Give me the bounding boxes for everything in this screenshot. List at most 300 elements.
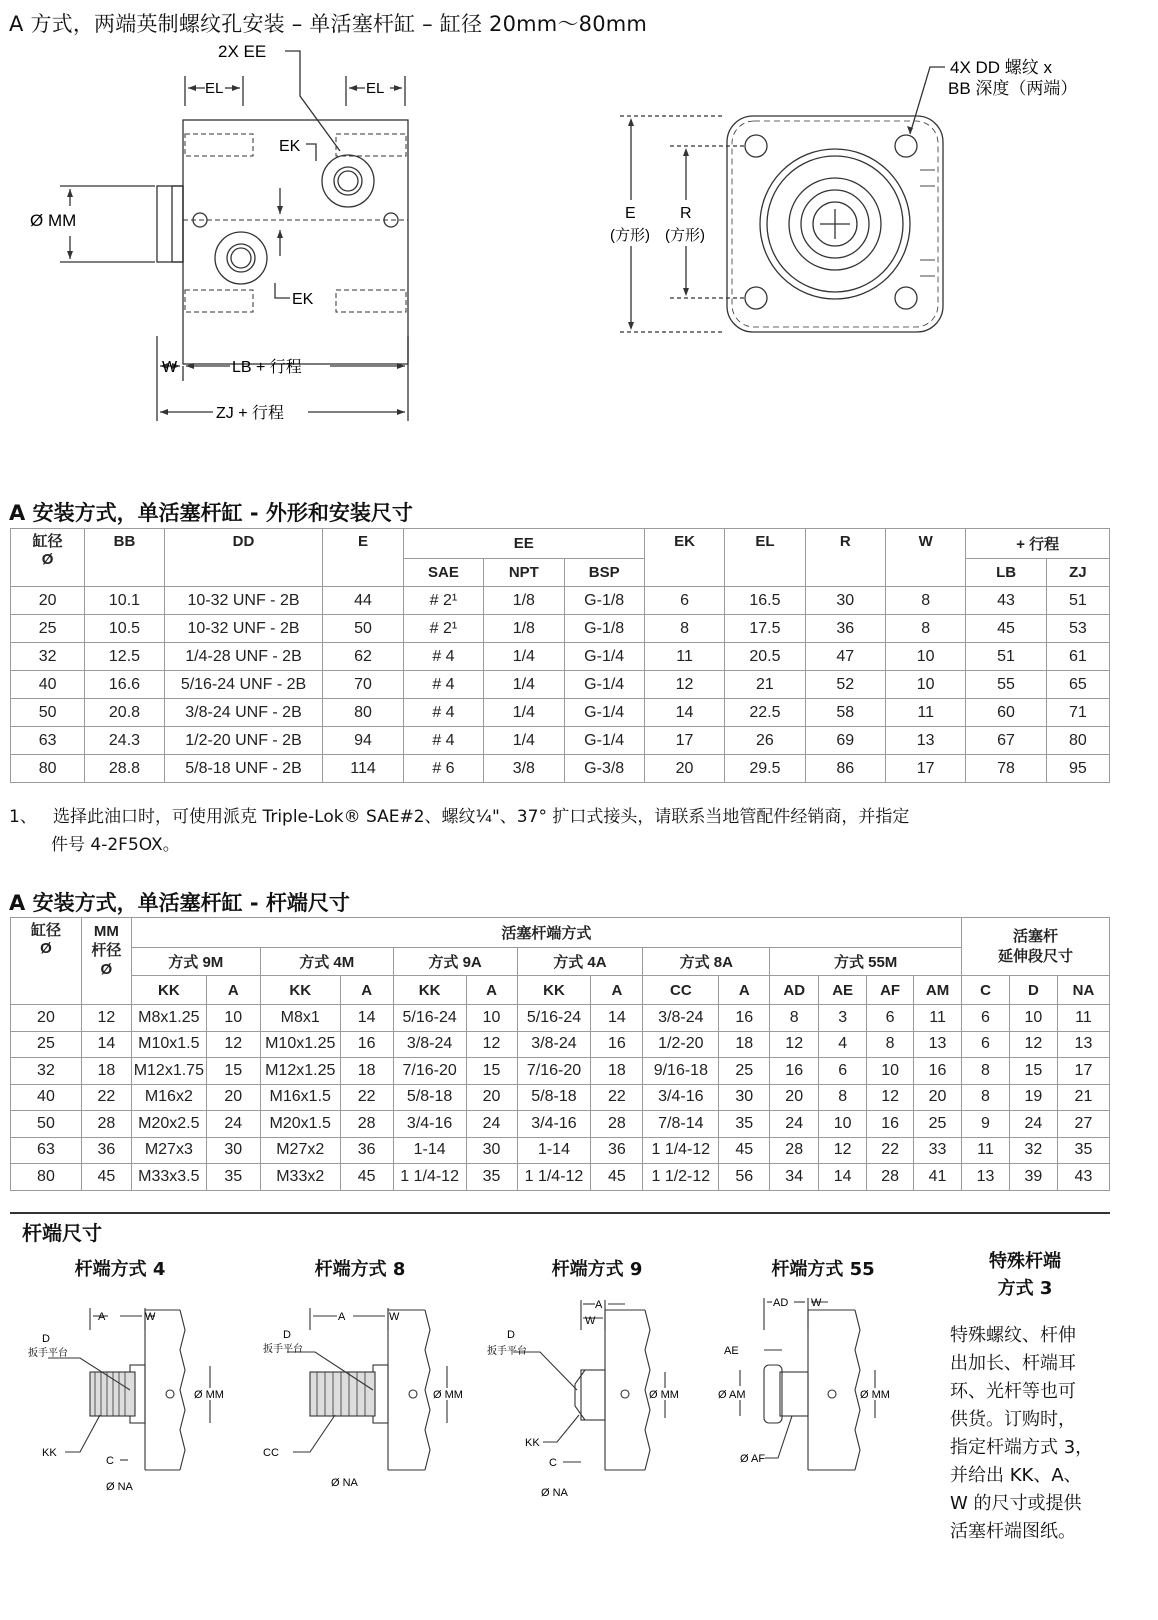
rod-end-table-cell: 5/16-24 xyxy=(517,1005,591,1032)
rod-end-table-cell: 9 xyxy=(962,1111,1010,1138)
dimensions-table-cell: G-1/4 xyxy=(564,699,644,727)
footnote-line1: 选择此油口时，可使用派克 Triple-Lok® SAE#2、螺纹¼"、37° 扩口式接头，请联系当地管配件经销商，并指定 xyxy=(53,807,910,827)
col-e-header: E xyxy=(323,529,403,587)
rod-end-table-cell: 35 xyxy=(719,1111,770,1138)
e-square-label: (方形) xyxy=(610,227,650,244)
rod-end-table-cell: 30 xyxy=(206,1137,260,1164)
rod-end-table-cell: M20x2.5 xyxy=(131,1111,206,1138)
rod-end-table-cell: M20x1.5 xyxy=(260,1111,340,1138)
style8-na-label: Ø NA xyxy=(331,1477,358,1489)
style-9a-header: 方式 9A xyxy=(393,948,517,976)
dimensions-table-cell: 36 xyxy=(805,615,885,643)
dimensions-table-cell: 10-32 UNF - 2B xyxy=(164,615,323,643)
w-label: W xyxy=(162,359,178,376)
style4-d-label: D xyxy=(42,1333,50,1345)
rod-end-table-cell: 28 xyxy=(340,1111,393,1138)
rod-end-table-cell: 10 xyxy=(1009,1005,1057,1032)
mm-label: Ø MM xyxy=(30,211,77,230)
rod-end-table-cell: 45 xyxy=(81,1164,131,1191)
dimensions-table-row xyxy=(11,643,1110,671)
style4-drawing xyxy=(20,1290,250,1510)
r-label: R xyxy=(680,205,692,222)
style9-d-label: D xyxy=(507,1329,515,1341)
sub-ae: AE xyxy=(819,976,867,1005)
dimensions-table-cell: 50 xyxy=(11,699,85,727)
dimensions-table-cell: 80 xyxy=(11,755,85,783)
r-square-label: (方形) xyxy=(665,227,705,244)
dimensions-table-cell: 67 xyxy=(966,727,1046,755)
rod-end-table-cell: 80 xyxy=(11,1164,82,1191)
dimensions-table-cell: 10.1 xyxy=(85,587,164,615)
rod-end-table-cell: 12 xyxy=(206,1031,260,1058)
dimensions-table-cell: 40 xyxy=(11,671,85,699)
dimensions-table-row xyxy=(11,699,1110,727)
dimensions-table-cell: 94 xyxy=(323,727,403,755)
rod-end-table-cell: 35 xyxy=(1057,1137,1109,1164)
dimensions-table-cell: 3/8 xyxy=(484,755,564,783)
rod-end-table-cell: 24 xyxy=(466,1111,517,1138)
rod-end-table-cell: 16 xyxy=(340,1031,393,1058)
rod-section-title: 杆端尺寸 xyxy=(22,1221,102,1245)
sub-a-4a: A xyxy=(591,976,643,1005)
el-label-left: EL xyxy=(205,80,224,97)
rod-end-table-row xyxy=(11,1137,1110,1164)
end-view-drawing xyxy=(590,50,1110,350)
rod-col-mm-header: MM 杆径 Ø xyxy=(81,918,131,1005)
rod-end-table-cell: 24 xyxy=(1009,1111,1057,1138)
dimensions-table-cell: 8 xyxy=(886,615,966,643)
rod-end-table-cell: 5/8-18 xyxy=(517,1084,591,1111)
rod-end-table-cell: 14 xyxy=(81,1031,131,1058)
rod-end-table-cell: 22 xyxy=(81,1084,131,1111)
rod-end-table-cell: 24 xyxy=(206,1111,260,1138)
rod-end-table-cell: 14 xyxy=(591,1005,643,1032)
rod-end-table-cell: 36 xyxy=(340,1137,393,1164)
dimensions-table-cell: # 4 xyxy=(403,727,483,755)
rod-end-table-cell: 8 xyxy=(819,1084,867,1111)
style9-kk-label: KK xyxy=(525,1437,540,1449)
style8-drawing xyxy=(255,1290,485,1510)
style4-c-label: C xyxy=(106,1455,114,1467)
dimensions-table-cell: 1/4 xyxy=(484,699,564,727)
dimensions-table-cell: 80 xyxy=(323,699,403,727)
zj-stroke-label: ZJ + 行程 xyxy=(216,405,285,422)
rod-end-table-cell: 28 xyxy=(770,1137,819,1164)
rod-end-table-cell: 12 xyxy=(819,1137,867,1164)
col-sae-header: SAE xyxy=(403,559,483,587)
rod-end-table-cell: 16 xyxy=(719,1005,770,1032)
rod-end-table-cell: 3/8-24 xyxy=(393,1031,466,1058)
rod-end-table-cell: 18 xyxy=(719,1031,770,1058)
dimensions-table-cell: 5/16-24 UNF - 2B xyxy=(164,671,323,699)
rod-end-table-cell: 3 xyxy=(819,1005,867,1032)
rod-end-table-cell: 13 xyxy=(962,1164,1010,1191)
sub-a-8a: A xyxy=(719,976,770,1005)
rod-end-table-cell: 8 xyxy=(962,1084,1010,1111)
rod-end-table-cell: M8x1.25 xyxy=(131,1005,206,1032)
divider xyxy=(10,1212,1110,1214)
footnote-line2: 件号 4-2F5OX。 xyxy=(51,835,180,855)
dimensions-table-cell: 13 xyxy=(886,727,966,755)
rod-end-style-header: 活塞杆端方式 xyxy=(131,918,961,948)
dimensions-table-cell: 44 xyxy=(323,587,403,615)
dimensions-table-row xyxy=(11,587,1110,615)
dimensions-table-cell: G-1/4 xyxy=(564,727,644,755)
rod-end-table-cell: 12 xyxy=(867,1084,914,1111)
style55-mm-label: Ø MM xyxy=(860,1389,890,1401)
rod-end-table-cell: 10 xyxy=(867,1058,914,1085)
rod-end-table-cell: M8x1 xyxy=(260,1005,340,1032)
dimensions-table-cell: 14 xyxy=(644,699,724,727)
dimensions-table-cell: G-1/8 xyxy=(564,587,644,615)
rod-end-table-cell: 39 xyxy=(1009,1164,1057,1191)
dimensions-table-row xyxy=(11,755,1110,783)
sub-af: AF xyxy=(867,976,914,1005)
dimensions-table-cell: 6 xyxy=(644,587,724,615)
rod-end-table-cell: 15 xyxy=(466,1058,517,1085)
dimensions-table-cell: 16.5 xyxy=(725,587,805,615)
rod-end-table-cell: 6 xyxy=(867,1005,914,1032)
dimensions-table-cell: 12.5 xyxy=(85,643,164,671)
dimensions-table-cell: # 4 xyxy=(403,699,483,727)
dimensions-table-cell: 3/8-24 UNF - 2B xyxy=(164,699,323,727)
rod-end-table-cell: 22 xyxy=(591,1084,643,1111)
dimensions-table-cell: 30 xyxy=(805,587,885,615)
rod-end-table-cell: 3/4-16 xyxy=(643,1084,719,1111)
rod-end-table-cell: M16x2 xyxy=(131,1084,206,1111)
rod-end-table-cell: 36 xyxy=(591,1137,643,1164)
dimensions-table-cell: 21 xyxy=(725,671,805,699)
dimensions-table-cell: 28.8 xyxy=(85,755,164,783)
dimensions-table-cell: 22.5 xyxy=(725,699,805,727)
footnote xyxy=(9,803,909,859)
dimensions-table-cell: 5/8-18 UNF - 2B xyxy=(164,755,323,783)
rod-end-table-cell: 28 xyxy=(867,1164,914,1191)
rod-end-table-row xyxy=(11,1084,1110,1111)
rod-end-table-cell: 20 xyxy=(770,1084,819,1111)
style9-w-label: W xyxy=(585,1315,596,1327)
bb-depth-label: BB 深度（两端） xyxy=(948,79,1078,98)
style55-ae-label: AE xyxy=(724,1345,739,1357)
dimensions-table-cell: 1/4 xyxy=(484,671,564,699)
rod-end-table-cell: 6 xyxy=(962,1031,1010,1058)
style55-w-label: W xyxy=(811,1297,822,1309)
dimensions-table-cell: G-1/4 xyxy=(564,643,644,671)
rod-end-table-cell: 56 xyxy=(719,1164,770,1191)
rod-end-table-cell: 35 xyxy=(466,1164,517,1191)
dimensions-table-cell: 63 xyxy=(11,727,85,755)
style4-a-label: A xyxy=(98,1311,106,1323)
rod-end-table-cell: M12x1.75 xyxy=(131,1058,206,1085)
rod-end-table-cell: 40 xyxy=(11,1084,82,1111)
col-dd-header: DD xyxy=(164,529,323,587)
dimensions-table xyxy=(10,528,1110,783)
rod-end-table-cell: 1 1/4-12 xyxy=(393,1164,466,1191)
rod-end-table-row xyxy=(11,1031,1110,1058)
dimensions-table-cell: 60 xyxy=(966,699,1046,727)
dimensions-table-cell: 80 xyxy=(1046,727,1109,755)
rod-end-table-cell: 5/8-18 xyxy=(393,1084,466,1111)
style-55m-header: 方式 55M xyxy=(770,948,962,976)
rod-end-table-cell: 10 xyxy=(466,1005,517,1032)
dimensions-table-cell: # 4 xyxy=(403,671,483,699)
style9-mm-label: Ø MM xyxy=(649,1389,679,1401)
rod-end-table-cell: 13 xyxy=(914,1031,962,1058)
rod-end-table-cell: 32 xyxy=(11,1058,82,1085)
dimensions-table-cell: 1/4 xyxy=(484,643,564,671)
page-title: A 方式，两端英制螺纹孔安装 – 单活塞杆缸 – 缸径 20mm～80mm xyxy=(9,12,648,36)
sub-na: NA xyxy=(1057,976,1109,1005)
style4-w-label: W xyxy=(145,1311,156,1323)
dimensions-table-cell: 29.5 xyxy=(725,755,805,783)
dimensions-table-cell: 24.3 xyxy=(85,727,164,755)
rod-end-table-cell: 22 xyxy=(867,1137,914,1164)
rod-end-table-cell: 9/16-18 xyxy=(643,1058,719,1085)
rod-end-table-cell: M10x1.5 xyxy=(131,1031,206,1058)
dimensions-table-cell: 20 xyxy=(644,755,724,783)
style55-am-label: Ø AM xyxy=(718,1389,746,1401)
col-r-header: R xyxy=(805,529,885,587)
rod-end-table-cell: 10 xyxy=(206,1005,260,1032)
sub-a-9a: A xyxy=(466,976,517,1005)
dimensions-table-cell: 1/4-28 UNF - 2B xyxy=(164,643,323,671)
rod-end-table-cell: 12 xyxy=(81,1005,131,1032)
rod-end-table-cell: M27x3 xyxy=(131,1137,206,1164)
style8-cc-label: CC xyxy=(263,1447,279,1459)
section1-title: A 安装方式，单活塞杆缸 - 外形和安装尺寸 xyxy=(9,501,413,525)
rod-end-table-cell: 36 xyxy=(81,1137,131,1164)
dimensions-table-cell: 8 xyxy=(644,615,724,643)
rod-end-table-cell: 4 xyxy=(819,1031,867,1058)
rod-end-table-cell: 3/8-24 xyxy=(643,1005,719,1032)
dimensions-table-cell: 45 xyxy=(966,615,1046,643)
dimensions-table-cell: 61 xyxy=(1046,643,1109,671)
style9-a-label: A xyxy=(595,1299,603,1311)
style55-title: 杆端方式 55 xyxy=(771,1259,875,1280)
rod-end-table-cell: 1-14 xyxy=(517,1137,591,1164)
style9-title: 杆端方式 9 xyxy=(551,1259,643,1280)
col-ee-header: EE xyxy=(403,529,644,559)
dimensions-table-cell: 55 xyxy=(966,671,1046,699)
rod-end-table-cell: 18 xyxy=(591,1058,643,1085)
rod-end-table-cell: 63 xyxy=(11,1137,82,1164)
dimensions-table-cell: 32 xyxy=(11,643,85,671)
dimensions-table-cell: # 6 xyxy=(403,755,483,783)
cylinder-body xyxy=(183,120,408,364)
style8-a-label: A xyxy=(338,1311,346,1323)
dimensions-table-cell: 10 xyxy=(886,643,966,671)
rod-end-table-cell: 43 xyxy=(1057,1164,1109,1191)
rod-end-table-cell: 20 xyxy=(11,1005,82,1032)
style-9m-header: 方式 9M xyxy=(131,948,260,976)
rod-end-table-cell: 3/4-16 xyxy=(517,1111,591,1138)
rod-end-table-cell: M16x1.5 xyxy=(260,1084,340,1111)
sub-a-9m: A xyxy=(206,976,260,1005)
rod-end-table-cell: 8 xyxy=(962,1058,1010,1085)
dimensions-table-cell: 20.5 xyxy=(725,643,805,671)
dimensions-table-cell: 1/2-20 UNF - 2B xyxy=(164,727,323,755)
style4-wrench-label: 扳手平台 xyxy=(28,1348,68,1359)
style55-drawing xyxy=(710,1290,940,1510)
section2-title: A 安装方式，单活塞杆缸 - 杆端尺寸 xyxy=(9,891,350,915)
dimensions-table-cell: # 4 xyxy=(403,643,483,671)
rod-end-table-row xyxy=(11,1058,1110,1085)
rod-end-table-body xyxy=(11,1005,1110,1191)
dimensions-table-cell: 1/4 xyxy=(484,727,564,755)
dimensions-table-cell: 1/8 xyxy=(484,587,564,615)
dimensions-table-cell: 17 xyxy=(886,755,966,783)
rod-end-table-cell: 13 xyxy=(1057,1031,1109,1058)
dimensions-table-cell: 71 xyxy=(1046,699,1109,727)
dimensions-table-cell: 12 xyxy=(644,671,724,699)
rod-end-table-cell: M27x2 xyxy=(260,1137,340,1164)
rod-end-table-cell: M33x2 xyxy=(260,1164,340,1191)
dimensions-table-cell: 47 xyxy=(805,643,885,671)
rod-end-table-cell: 12 xyxy=(1009,1031,1057,1058)
dimensions-table-cell: 95 xyxy=(1046,755,1109,783)
sub-kk-9m: KK xyxy=(131,976,206,1005)
dimensions-table-cell: 17.5 xyxy=(725,615,805,643)
style3-description: 特殊螺纹、杆伸 出加长、杆端耳 环、光杆等也可 供货。订购时， 指定杆端方式 3， 并给出 KK、A、 W 的尺寸或提供 活塞杆端图纸。 xyxy=(950,1325,1094,1542)
rod-end-table-cell: 45 xyxy=(719,1137,770,1164)
dimensions-table-cell: G-3/8 xyxy=(564,755,644,783)
col-bore-header: 缸径 Ø xyxy=(11,529,85,587)
col-ek-header: EK xyxy=(644,529,724,587)
style9-c-label: C xyxy=(549,1457,557,1469)
dimensions-table-cell: # 2¹ xyxy=(403,587,483,615)
dimensions-table-cell: 114 xyxy=(323,755,403,783)
rod-end-table-row xyxy=(11,1111,1110,1138)
rod-end-table-cell: 28 xyxy=(591,1111,643,1138)
col-bsp-header: BSP xyxy=(564,559,644,587)
dimensions-table-cell: 78 xyxy=(966,755,1046,783)
rod-end-table-cell: 16 xyxy=(770,1058,819,1085)
rod-end-table-cell: 6 xyxy=(819,1058,867,1085)
rod-end-table-cell: 35 xyxy=(206,1164,260,1191)
rod-end-table-cell: 14 xyxy=(819,1164,867,1191)
dimensions-table-row xyxy=(11,727,1110,755)
style8-d-label: D xyxy=(283,1329,291,1341)
footnote-number: 1、 xyxy=(9,807,37,827)
style55-ad-label: AD xyxy=(773,1297,789,1309)
dimensions-table-cell: 10 xyxy=(886,671,966,699)
ek-label-bottom: EK xyxy=(292,291,314,308)
rod-end-table-cell: 10 xyxy=(819,1111,867,1138)
sub-d: D xyxy=(1009,976,1057,1005)
rod-end-table-cell: 7/16-20 xyxy=(393,1058,466,1085)
dimensions-table-cell: 1/8 xyxy=(484,615,564,643)
rod-end-table-cell: 1 1/2-12 xyxy=(643,1164,719,1191)
rod-end-table-cell: M10x1.25 xyxy=(260,1031,340,1058)
rod-end-table xyxy=(10,917,1110,1191)
rod-end-table-cell: M33x3.5 xyxy=(131,1164,206,1191)
rod-end-table-cell: 50 xyxy=(11,1111,82,1138)
dimensions-table-cell: G-1/4 xyxy=(564,671,644,699)
col-bb-header: BB xyxy=(85,529,164,587)
rod-end-table-cell: 20 xyxy=(914,1084,962,1111)
style55-af-label: Ø AF xyxy=(740,1453,766,1465)
rod-end-table-cell: 6 xyxy=(962,1005,1010,1032)
sub-kk-4a: KK xyxy=(517,976,591,1005)
sub-a-4m: A xyxy=(340,976,393,1005)
dimensions-table-cell: 65 xyxy=(1046,671,1109,699)
rod-end-table-cell: 16 xyxy=(591,1031,643,1058)
style8-w-label: W xyxy=(389,1311,400,1323)
sub-c: C xyxy=(962,976,1010,1005)
rod-end-table-cell: 15 xyxy=(1009,1058,1057,1085)
rod-col-bore-header: 缸径 Ø xyxy=(11,918,82,1005)
dimensions-table-cell: 86 xyxy=(805,755,885,783)
dimensions-table-cell: 26 xyxy=(725,727,805,755)
rod-end-table-cell: 11 xyxy=(914,1005,962,1032)
dimensions-table-cell: 8 xyxy=(886,587,966,615)
ek-label-top: EK xyxy=(279,138,301,155)
dimensions-table-cell: 62 xyxy=(323,643,403,671)
rod-end-table-cell: 8 xyxy=(867,1031,914,1058)
style-4m-header: 方式 4M xyxy=(260,948,393,976)
rod-end-table-cell: 16 xyxy=(867,1111,914,1138)
dimensions-table-cell: 11 xyxy=(886,699,966,727)
style-4a-header: 方式 4A xyxy=(517,948,643,976)
rod-end-table-cell: 30 xyxy=(719,1084,770,1111)
sub-kk-4m: KK xyxy=(260,976,340,1005)
col-w-header: W xyxy=(886,529,966,587)
rod-end-table-cell: M12x1.25 xyxy=(260,1058,340,1085)
dimensions-table-cell: 11 xyxy=(644,643,724,671)
dimensions-table-cell: 20.8 xyxy=(85,699,164,727)
rod-end-table-cell: 16 xyxy=(914,1058,962,1085)
rod-end-table-cell: 1-14 xyxy=(393,1137,466,1164)
dimensions-table-row xyxy=(11,671,1110,699)
dimensions-table-cell: 58 xyxy=(805,699,885,727)
rod-extension-header: 活塞杆 延伸段尺寸 xyxy=(962,918,1110,976)
rod-end-table-row xyxy=(11,1005,1110,1032)
rod-end-table-cell: 45 xyxy=(591,1164,643,1191)
sub-ad: AD xyxy=(770,976,819,1005)
rod-end-table-cell: 25 xyxy=(914,1111,962,1138)
sub-cc-8a: CC xyxy=(643,976,719,1005)
rod-end-table-cell: 11 xyxy=(962,1137,1010,1164)
rod-end-table-cell: 18 xyxy=(340,1058,393,1085)
rod-end-table-cell: 34 xyxy=(770,1164,819,1191)
dimensions-table-cell: 70 xyxy=(323,671,403,699)
rod-end-table-cell: 20 xyxy=(466,1084,517,1111)
rod-end-table-cell: 12 xyxy=(466,1031,517,1058)
style8-title: 杆端方式 8 xyxy=(314,1259,406,1280)
rod-end-table-cell: 1 1/4-12 xyxy=(517,1164,591,1191)
dimensions-table-body xyxy=(11,587,1110,783)
rod-end-table-cell: 33 xyxy=(914,1137,962,1164)
col-npt-header: NPT xyxy=(484,559,564,587)
dimensions-table-cell: 69 xyxy=(805,727,885,755)
dimensions-table-row xyxy=(11,615,1110,643)
rod-end-table-cell: 32 xyxy=(1009,1137,1057,1164)
rod-end-table-cell: 24 xyxy=(770,1111,819,1138)
sub-am: AM xyxy=(914,976,962,1005)
rod-end-table-cell: 18 xyxy=(81,1058,131,1085)
side-view-drawing xyxy=(0,36,560,436)
rod-end-table-cell: 28 xyxy=(81,1111,131,1138)
rod-end-table-cell: 1 1/4-12 xyxy=(643,1137,719,1164)
dimensions-table-cell: 25 xyxy=(11,615,85,643)
dimensions-table-cell: 51 xyxy=(966,643,1046,671)
dimensions-table-cell: 16.6 xyxy=(85,671,164,699)
dimensions-table-cell: 10.5 xyxy=(85,615,164,643)
style4-na-label: Ø NA xyxy=(106,1481,133,1493)
rod-end-table-cell: 21 xyxy=(1057,1084,1109,1111)
dimensions-table-cell: 50 xyxy=(323,615,403,643)
rod-end-table-cell: 22 xyxy=(340,1084,393,1111)
